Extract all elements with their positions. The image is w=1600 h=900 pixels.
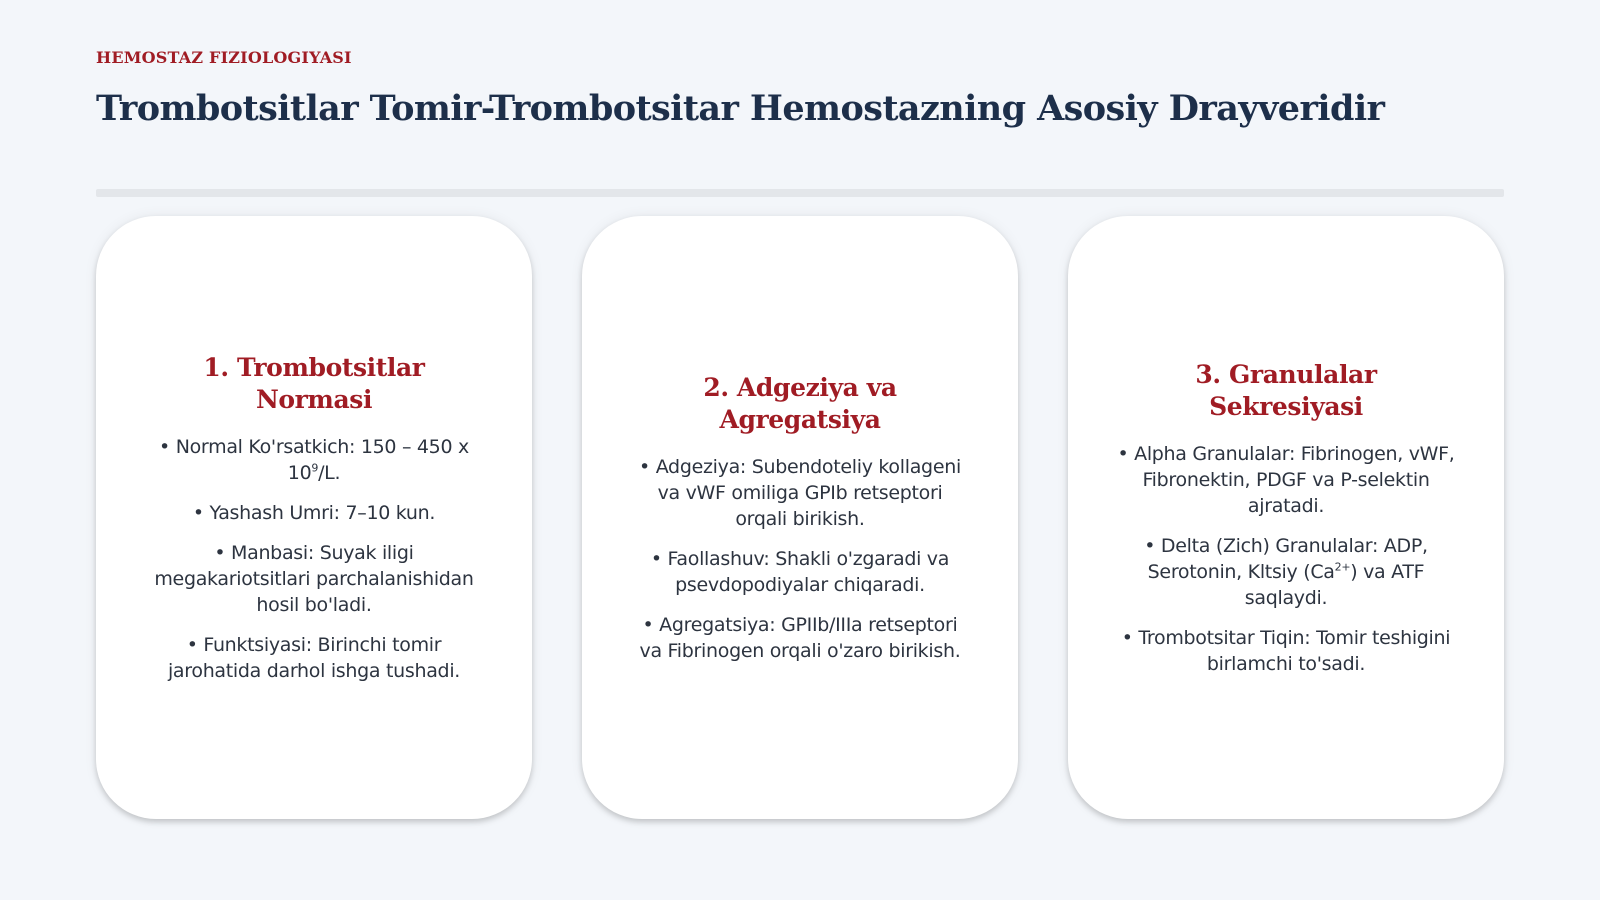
card-title: 3. Granulalar Sekresiyasi <box>1195 359 1377 421</box>
superscript: 9 <box>311 461 319 475</box>
bullet-text-suffix: /L. <box>318 461 341 484</box>
card-platelet-norms <box>96 216 532 819</box>
card-title: 2. Adgeziya va Agregatsiya <box>703 372 897 434</box>
bullet-text: • Delta (Zich) Granulalar: ADP, Serotonin, Kltsiy (Ca <box>1144 534 1428 583</box>
bullet-item: • Agregatsiya: GPIIb/IIIa retseptori va Fibrinogen orqali o'zaro birikish. <box>639 613 961 662</box>
bullet-item: • Manbasi: Suyak iligi megakariotsitlari parchalanishidan hosil bo'ladi. <box>154 541 474 616</box>
header-divider <box>96 189 1504 197</box>
page-title: Trombotsitlar Tomir-Trombotsitar Hemostazning Asosiy Drayveridir <box>96 88 1385 129</box>
card-title: 1. Trombotsitlar Normasi <box>203 352 425 414</box>
bullet-text: • Normal Ko'rsatkich: 150 – 450 x 10 <box>159 435 469 484</box>
cards-row <box>96 216 1504 819</box>
bullet-item: • Yashash Umri: 7–10 kun. <box>192 501 436 524</box>
section-eyebrow: HEMOSTAZ FIZIOLOGIYASI <box>96 48 352 67</box>
card-adhesion-aggregation <box>582 216 1018 819</box>
bullet-item: • Faollashuv: Shakli o'zgaradi va psevdopodiyalar chiqaradi. <box>650 547 950 596</box>
bullet-item: • Funktsiyasi: Birinchi tomir jarohatida darhol ishga tushadi. <box>167 633 461 682</box>
superscript: 2+ <box>1334 560 1351 574</box>
bullet-item <box>144 434 484 486</box>
bullet-item: • Adgeziya: Subendoteliy kollageni va vWF omiliga GPIb retseptori orqali birikish. <box>639 455 961 530</box>
bullet-item <box>1116 533 1456 611</box>
bullet-item: • Alpha Granulalar: Fibrinogen, vWF, Fibronektin, PDGF va P-selektin ajratadi. <box>1117 442 1455 517</box>
bullet-text-suffix: ) va ATF saqlaydi. <box>1244 560 1425 609</box>
bullet-item: • Trombotsitar Tiqin: Tomir teshigini birlamchi to'sadi. <box>1121 626 1451 675</box>
card-granule-secretion <box>1068 216 1504 819</box>
